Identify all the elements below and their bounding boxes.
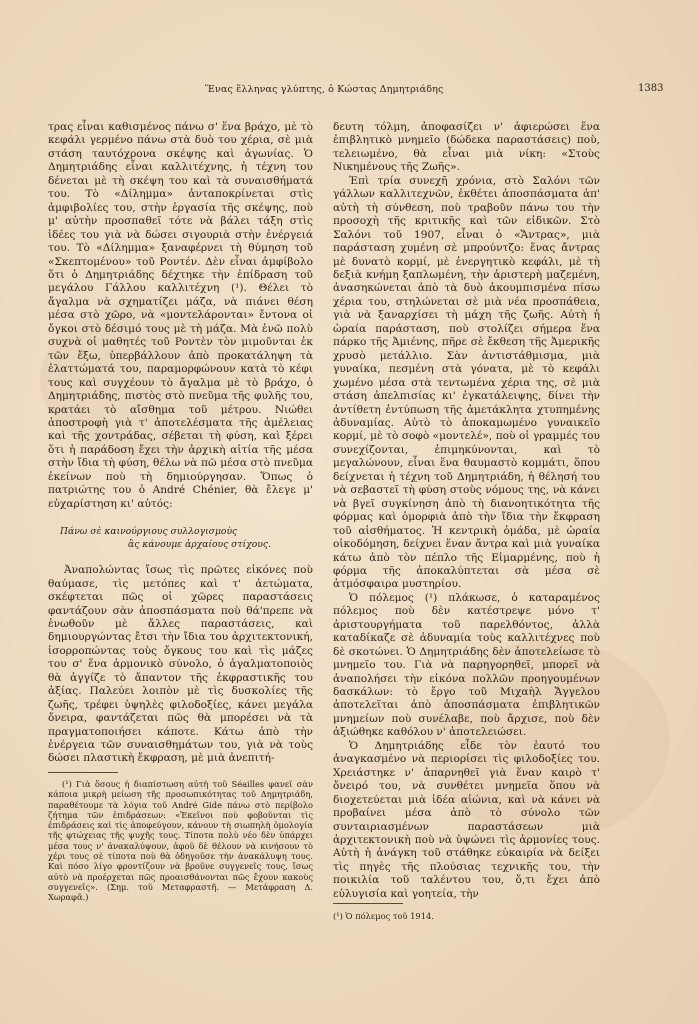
body-paragraph: δευτη τόλμη, ἀποφασίζει ν' ἀφιερώσει ἕνα ἐπιβλητικὸ μνημεῖο (δώδεκα παραστάσεις) ποὺ, τελειωμένο, θὰ εἶναι μιὰ νίκη: «Στοὺς Νικημένους τῆς Ζωῆς». xyxy=(333,121,600,174)
right-column xyxy=(333,121,600,901)
footnote: (¹) Ὁ πόλεμος τοῦ 1914. xyxy=(333,911,434,921)
body-paragraph: Ὁ πόλεμος (¹) πλάκωσε, ὁ καταραμένος πόλεμος ποὺ δὲν κατέστρεψε μόνο τ' ἀριστουργήματα τοῦ παρελθόντος, ἀλλὰ καταδίκαζε σὲ ἀδυναμία τοὺς καλλιτέχνες ποὺ δὲ σκοτώνει. Ὁ Δημητριάδης δὲν ἀποτελείωσε τὸ μνημεῖο του. Γιὰ νὰ παρηγορηθεῖ, μπορεῖ νὰ ἀναπολήσει τὴν εἰκόνα πολλῶν προηγουμένων δασκάλων: τὸ ἔργο τοῦ Μιχαὴλ Ἄγγελου ἀποτελεῖται ἀπὸ ἀποσπάσματα ἐπιβλητικῶν μνημείων ποὺ συνέλαβε, ποὺ ἄρχισε, ποὺ δὲν ἀξιώθηκε καθόλου ν' ἀποτελειώσει. xyxy=(333,591,600,739)
footnote-rule xyxy=(48,772,118,773)
body-paragraph: Ἐπὶ τρία συνεχῆ χρόνια, στὸ Σαλόνι τῶν γάλλων καλλιτεχνῶν, ἐκθέτει ἀποσπάσματα ἀπ' αὐτὴ τὴ σύνθεση, ποὺ τραβοῦν πάνω του τὴν προσοχὴ τῆς κριτικῆς καὶ τῶν εἰδικῶν. Στὸ Σαλόνι τοῦ 1907, εἶναι ὁ «Ἄντρας», μιὰ παράσταση χυμένη σὲ μπρούντζο: ἕνας ἄντρας μὲ δυνατὸ κορμί, μὲ ἐνεργητικὸ κεφάλι, μὲ τὴ δεξιὰ κνήμη ξαπλωμένη, τὴν ἀριστερὴ μαζεμένη, ἀνασηκώνεται ἀπὸ τὰ δυὸ ἀκουμπισμένα πίσω χέρια του, στηλώνεται σὲ μιὰ νέα προσπάθεια, γιὰ νὰ ξαναρχίσει τὴ μάχη τῆς ζωῆς. Αὐτὴ ἡ ὡραία παράσταση, ποὺ στολίζει σήμερα ἕνα πάρκο τῆς Ἀμιένης, πῆρε σὲ ἔκθεση τῆς Ἀμερικῆς χρυσὸ μετάλλιο. Σὰν ἀντιστάθμισμα, μιὰ γυναίκα, πεσμένη στὰ γόνατα, μὲ τὸ κεφάλι χωμένο μέσα στὰ τεντωμένα χέρια της, σὲ μιὰ στάση ἀπελπισίας κι' ἐγκατάλειψης, δίνει τὴν ἀντίθετη ἐντύπωση τῆς ἀμετάκλητα χτυπημένης ἀδυναμίας. Αὐτὸ τὸ ἀποκαμωμένο γυναικεῖο κορμί, μὲ τὸ σοφὸ «μοντελέ», ποὺ οἱ γραμμές του συνεχίζονται, ἐπιμηκύνονται, καὶ τὸ μεγαλώνουν, εἶναι ἕνα θαυμαστὸ κομμάτι, ὅπου δείχνεται ἡ τέχνη τοῦ Δημητριάδη, ἡ θέλησή του νὰ σεβαστεῖ τὴ φύση στοὺς νόμους της, νὰ κάνει νὰ βγεῖ συγκίνηση ἀπὸ τὴ διανοητικότητα τῆς φόρμας καὶ ὁμορφιὰ ἀπὸ τὴν ἴδια τὴν ἔκφραση τοῦ αἰσθήματος. Ἡ κεντρικὴ ὁμάδα, μὲ ὡραία οἰκοδόμηση, δείχνει ἕναν ἄντρα καὶ μιὰ γυναίκα κάτω ἀπὸ τὸν πέπλο τῆς Εἱμαρμένης, ποὺ ἡ φόρμα τῆς ἀποκαλύπτεται σὰ μέσα σὲ ἀτμόσφαιρα μυστηρίου. xyxy=(333,174,600,591)
epigraph-line: ἂς κάνουμε ἀρχαίους στίχους. xyxy=(128,539,271,551)
body-paragraph: Ἀναπολώντας ἴσως τὶς πρῶτες εἰκόνες ποὺ θαύμασε, τὶς μετόπες καὶ τ' ἀετώματα, σκέφτεται πῶς οἱ χῶρες παραστάσεις φαντάζουν σὰν ἀποσπάσματα ποὺ θά'πρεπε νὰ ἑνωθοῦν μὲ ἄλλες παραστάσεις, καὶ δημιουργώντας ἔτσι τὴν ἴδια του ἀρχιτεκτονική, ἰσορροπώντας τοὺς ὄγκους του καὶ τὶς μάζες του σ' ἕνα ἁρμονικὸ σύνολο, ὁ ἀγαλματοποιὸς θὰ ἀγγίζε τὸ ἄπαντον τῆς ἐκφραστικῆς του ἀξίας. Παλεύει λοιπὸν μὲ τὶς δυσκολίες τῆς ζωῆς, τρέφει ὑψηλὲς φιλοδοξίες, κάνει μεγάλα ὄνειρα, φαντάζεται πῶς θὰ μπορέσει νὰ τὰ πραγματοποιήσει κάποτε. Κάτω ἀπὸ τὴν ἐνέργεια τῶν συναισθημάτων του, γιὰ νὰ τοὺς δώσει πλαστικὴ ἔκφραση, μὲ μιὰ ἀνεπιτή- xyxy=(48,564,313,765)
body-paragraph: τρας εἶναι καθισμένος πάνω σ' ἕνα βράχο, μὲ τὸ κεφάλι γερμένο πάνω στὰ δυὸ του χέρια, σὲ μιὰ στάση ταυτόχρονα σκέψης καὶ ἀγωνίας. Ὁ Δημητριάδης εἶναι καλλιτέχνης, ἡ τέχνη του δένεται μὲ τὴ σκέψη του καὶ τὰ συναισθήματά του. Τὸ «Δίλημμα» ἀνταποκρίνεται στὶς ἀμφιβολίες του, στὴν ἐργασία τῆς σκέψης, ποὺ μ' αὐτὴν προσπαθεῖ τότε νὰ βάλει τάξη στὶς ἰδέες του γιὰ νὰ δώσει σιγουριὰ στὴν ἐνέργειά του. Τὸ «Δίλημμα» ξαναφέρνει τὴ θύμηση τοῦ «Σκεπτομένου» τοῦ Ροντέν. Δὲν εἶναι ἀμφίβολο ὅτι ὁ Δημητριάδης δέχτηκε τὴν ἐπίδραση τοῦ μεγάλου Γάλλου καλλιτέχνη (¹). Θέλει τὸ ἄγαλμα νὰ σχηματίζει μάζα, νὰ πιάνει θέση μέσα στὸ χῶρο, νὰ «μοντελάρονται» ἔντονα οἱ ὄγκοι στὸ δέσιμό τους μὲ τὴ μάζα. Μὰ ἐνῶ πολὺ συχνὰ οἱ μαθητές τοῦ Ροντὲν τὸν μιμοῦνται ἐκ τῶν ἔξω, ὑπερβάλλουν ἀπὸ προκατάληψη τὰ ἐλαττώματά του, παραμορφώνουν κατὰ τὸ κέφι τους καὶ συγχέουν τὸ ἄγαλμα μὲ τὸ βράχο, ὁ Δημητριάδης, πιστὸς στὸ πνεῦμα τῆς φυλῆς του, κρατάει τὸ αἴσθημα τοῦ μέτρου. Νιώθει ἀποστροφὴ γιὰ τ' ἀποτελέσματα τῆς ἀμέλειας καὶ τῆς χοντράδας, σέβεται τὴ φύση, καὶ ξέρει ὅτι ἡ παράδοση ἔχει τὴν ἀρχικὴ αἰτία τῆς μέσα στὴν ἴδια τὴ φύση, θέλω νὰ πῶ μέσα στὸ πνεῦμα ἐκείνων ποὺ τὴ δημιούργησαν. Ὅπως ὁ πατριώτης του ὁ André Chénier, θὰ ἔλεγε μ' εὐχαρίστηση κι' αὐτός: xyxy=(48,121,313,510)
body-paragraph: Ὁ Δημητριάδης εἶδε τὸν ἑαυτό του ἀναγκασμένο νὰ περιορίσει τὶς φιλοδοξίες του. Χρειάστηκε ν' ἀπαρνηθεῖ γιὰ ἕναν καιρὸ τ' ὄνειρό του, νὰ συνθέτει μνημεῖα ὅπου νὰ διοχετεύεται μιὰ ἰδέα αἰώνια, καὶ νὰ κάνει νὰ προβαίνει μέσα ἀπὸ τὸ σύνολο τῶν συνταιριασμένων παραστάσεων μιὰ ἀρχιτεκτονικὴ ποὺ νὰ ὑψώνει τὶς ἁρμονίες τους. Αὐτὴ ἡ ἀνάγκη τοῦ στάθηκε εὐκαιρία νὰ δείξει τὶς πηγὲς τῆς πλούσιας τεχνικῆς του, τὴν ποικιλία τοῦ ταλέντου του, ὅ,τι ἔχει ἀπὸ εὐλυγισία καὶ γοητεία, τὴν xyxy=(333,739,600,900)
epigraph-line: Πάνω σὲ καινούργιους συλλογισμοὺς xyxy=(60,526,238,538)
page-number: 1383 xyxy=(638,83,664,94)
left-column xyxy=(48,121,313,903)
footnote-rule xyxy=(333,903,403,904)
footnote: (¹) Γιὰ ὅσους ἡ διαπίστωση αὐτὴ τοῦ Séailles φανεῖ σὰν κάποια μικρὴ μείωση τῆς προσωπικότητας τοῦ Δημητριάδη, παραθέτουμε τὰ λόγια τοῦ André Gide πάνω στὸ περίβολο ζήτημα τῶν ἐπιδράσεων: «Ἐκεῖνοι ποὺ φοβοῦνται τὶς ἐπιδράσεις καὶ τὶς ἀποφεύγουν, κάνουν τὴ σιωπηλὴ ὁμολογία τῆς φτώχειας τῆς ψυχῆς τους. Τίποτα πολὺ νέο δὲν ὑπάρχει μέσα τους ν' ἀνακαλύψουν, ἀφοῦ δὲ θέλουν νὰ κινήσουν τὸ χέρι τους σὲ τίποτα ποὺ θὰ ὁδηγοῦσε τὴν ἀνακάλυψη τους. Καὶ πόσο λίγο φροντίζουν νὰ βροῦνε συγγενεῖς τους, ἴσως αὐτὸ νὰ προέρχεται πῶς προαισθάνονται πῶς ἔχουν κακοὺς συγγενεῖς». (Σημ. τοῦ Μεταφραστῆ. — Μετάφραση Δ. Χωραφᾶ.) xyxy=(48,778,313,903)
running-title: Ἕνας ἕλληνας γλύπτης, ὁ Κώστας Δημητριάδης xyxy=(205,84,444,95)
